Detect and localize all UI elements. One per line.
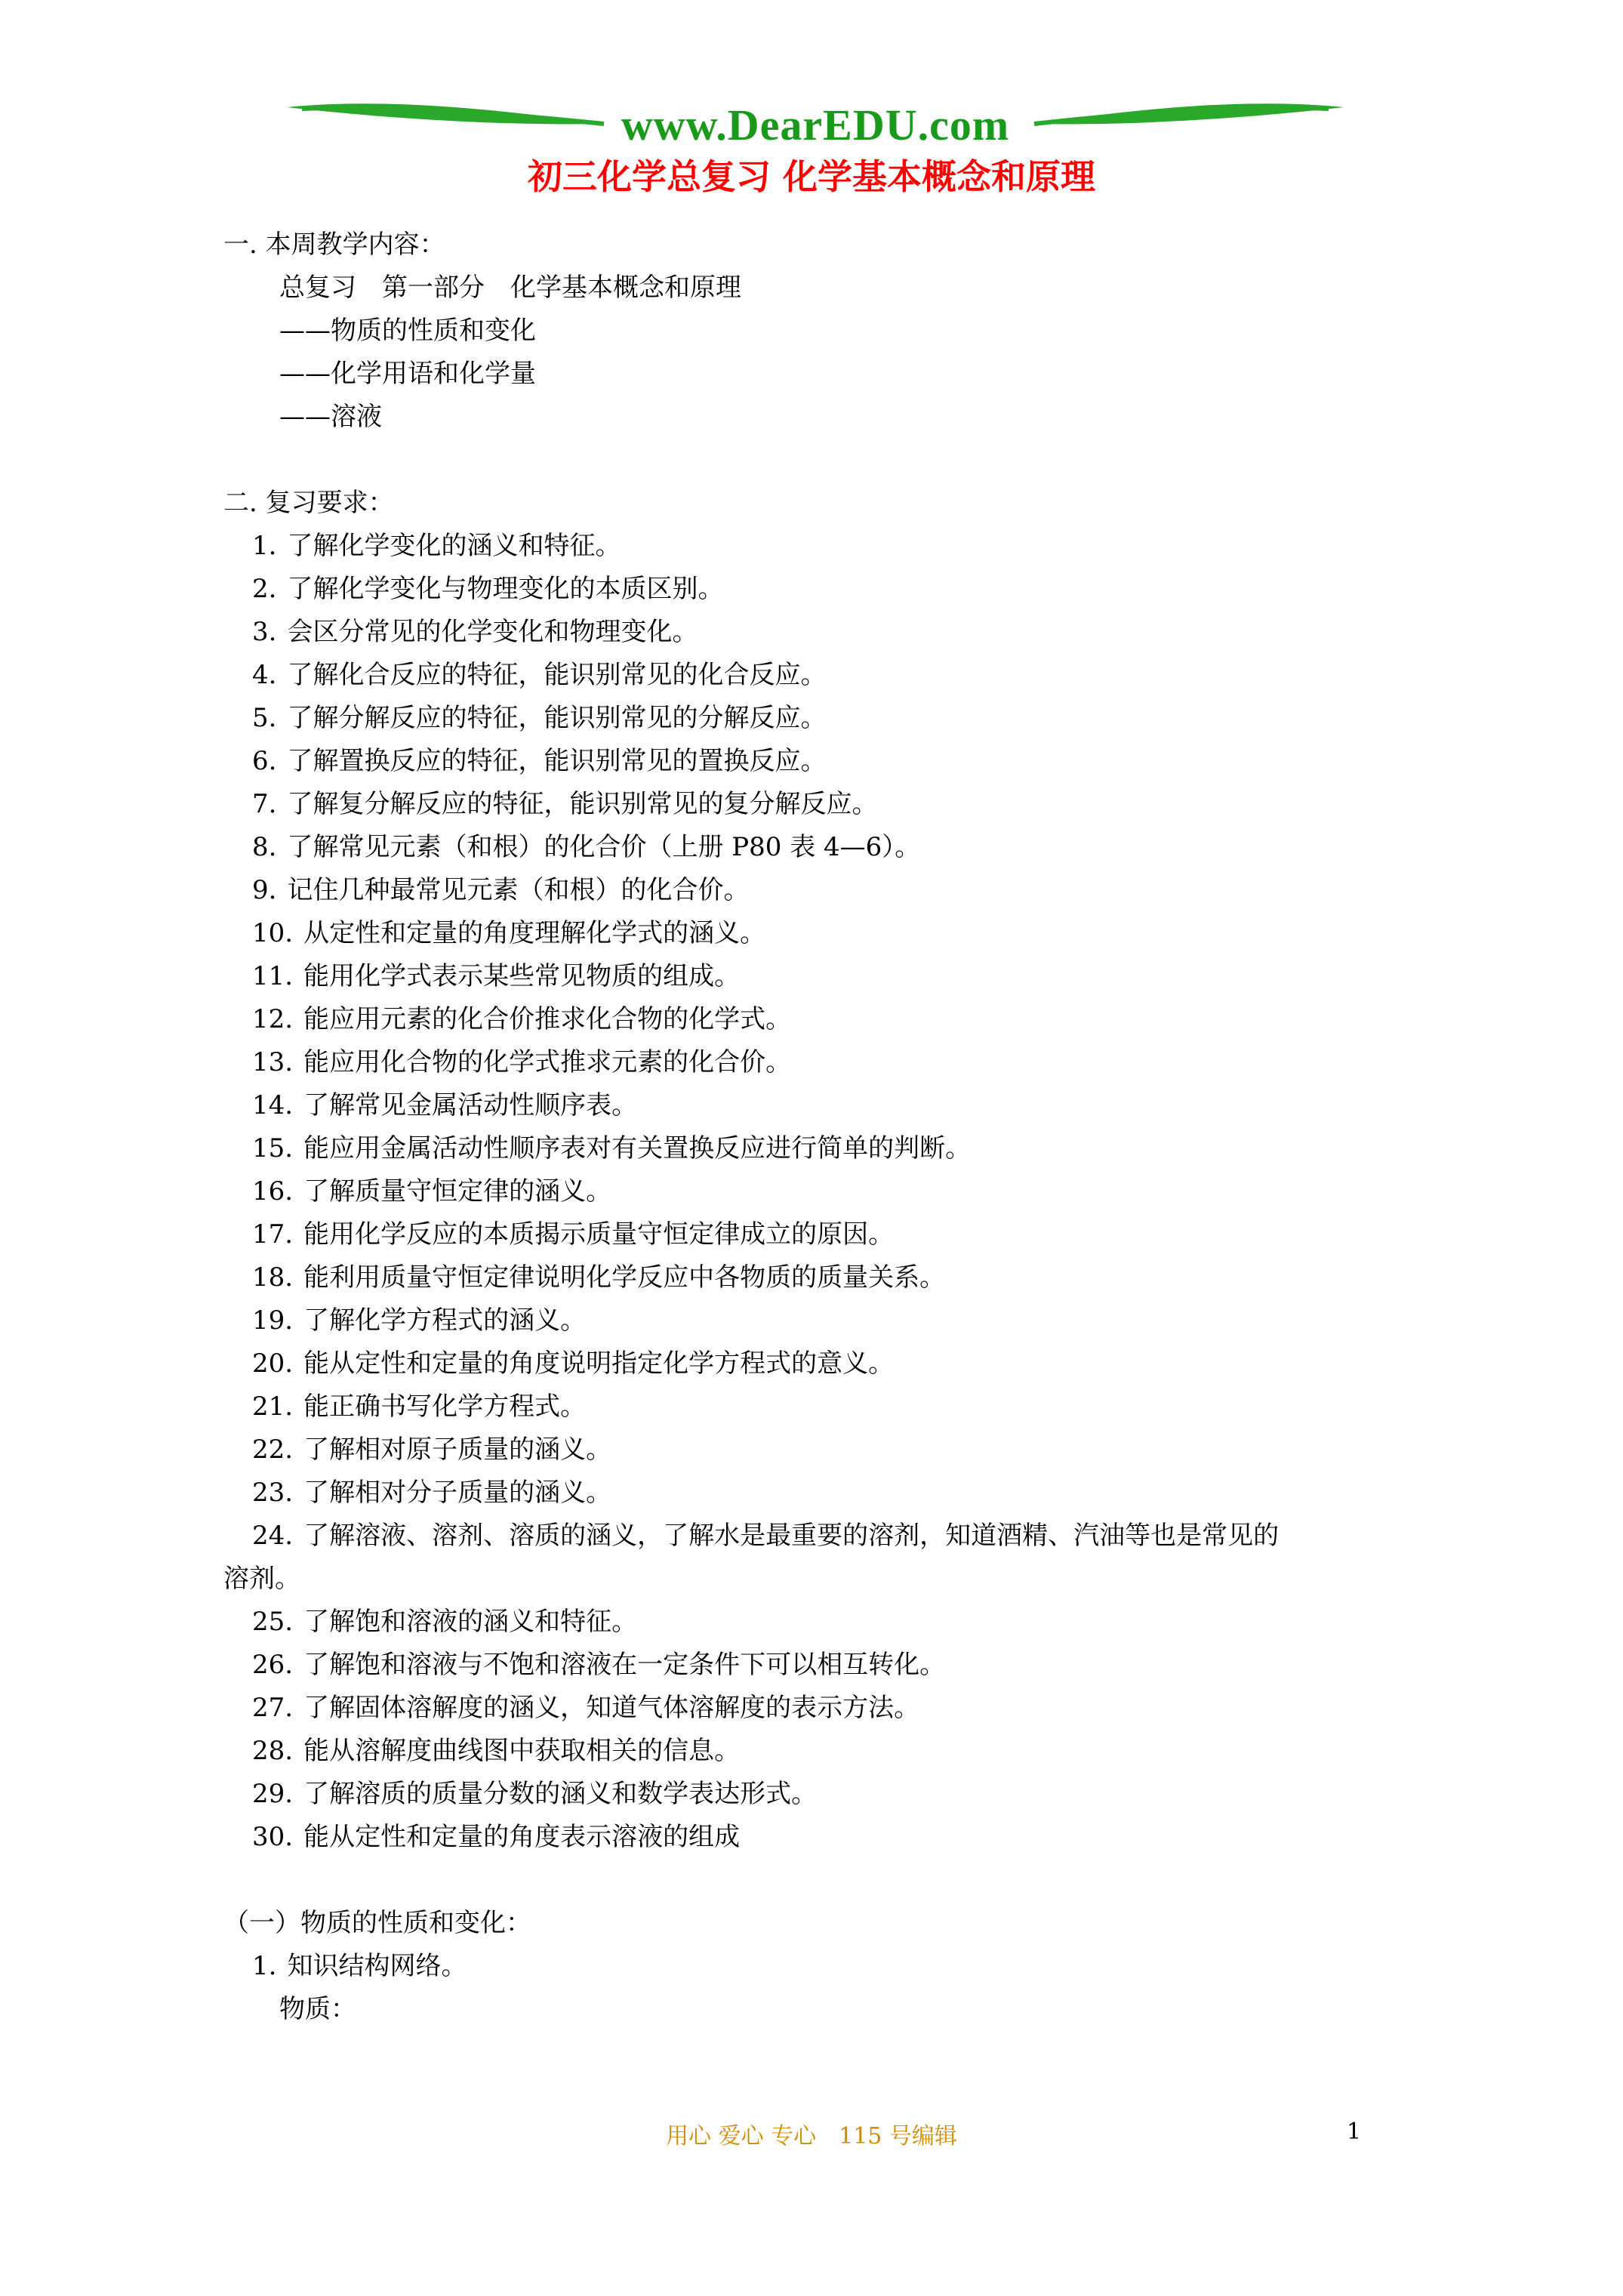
item-text: 能从定性和定量的角度表示溶液的组成 (303, 1822, 741, 1852)
item-text: 了解复分解反应的特征，能识别常见的复分解反应。 (287, 789, 878, 819)
item-number: 30. (252, 1822, 294, 1852)
page-number: 1 (1347, 2119, 1362, 2145)
page-title: 初三化学总复习 化学基本概念和原理 (527, 156, 1095, 197)
item-text: 能应用化合物的化学式推求元素的化合价。 (303, 1047, 792, 1077)
list-item (223, 1342, 1431, 1385)
site-url[interactable]: www.DearEDU.com (621, 100, 1010, 149)
section1-line: 总复习 第一部分 化学基本概念和原理 (279, 273, 741, 303)
list-item (223, 1428, 1431, 1472)
item-text: 能应用金属活动性顺序表对有关置换反应进行简单的判断。 (303, 1133, 972, 1163)
item-number: 4. (252, 660, 277, 690)
requirements-list-continued (223, 1601, 1431, 1859)
item-number: 8. (252, 832, 277, 862)
list-item (223, 912, 1431, 955)
list-item (223, 697, 1431, 740)
item-text: 记住几种最常见元素（和根）的化合价。 (287, 875, 750, 905)
item-text: 了解化学变化与物理变化的本质区别。 (287, 574, 724, 604)
list-item (223, 1945, 1431, 1988)
section1-line: ——物质的性质和变化 (279, 316, 536, 346)
section1-heading: 一. 本周教学内容： (223, 230, 445, 260)
item-number: 25. (252, 1607, 294, 1637)
item-number: 20. (252, 1348, 294, 1379)
item-number: 18. (252, 1262, 294, 1293)
list-item (223, 869, 1431, 912)
item-text: 了解溶液、溶剂、溶质的涵义，了解水是最重要的溶剂，知道酒精、汽油等也是常见的 (303, 1521, 1280, 1551)
list-item (223, 1385, 1431, 1428)
section1-line: ——溶液 (279, 402, 382, 432)
item-text: 了解化合反应的特征，能识别常见的化合反应。 (287, 660, 827, 690)
list-item (223, 1601, 1431, 1644)
item-text: 了解分解反应的特征，能识别常见的分解反应。 (287, 703, 827, 733)
spacer (223, 439, 1431, 482)
item-text: 了解常见元素（和根）的化合价（上册 P80 表 4—6）。 (287, 832, 921, 862)
list-item (223, 1084, 1431, 1127)
item-number: 1. (252, 1951, 277, 1981)
item-text: 从定性和定量的角度理解化学式的涵义。 (303, 918, 766, 948)
sub-label: 物质： (279, 1994, 356, 2024)
list-item (223, 1213, 1431, 1256)
item-number: 28. (252, 1736, 294, 1766)
item-number: 7. (252, 789, 277, 819)
item-number: 26. (252, 1650, 294, 1680)
item-text: 能从溶解度曲线图中获取相关的信息。 (303, 1736, 741, 1766)
item-number: 13. (252, 1047, 294, 1077)
item-text: 了解质量守恒定律的涵义。 (303, 1176, 612, 1207)
item-number: 21. (252, 1391, 294, 1422)
item-text: 能利用质量守恒定律说明化学反应中各物质的质量关系。 (303, 1262, 946, 1293)
item-number: 24. (252, 1521, 294, 1551)
item-number: 17. (252, 1219, 294, 1250)
list-item-continuation: 溶剂。 (223, 1564, 300, 1594)
list-item (223, 1472, 1431, 1515)
item-text: 会区分常见的化学变化和物理变化。 (287, 617, 698, 647)
item-text: 了解固体溶解度的涵义，知道气体溶解度的表示方法。 (303, 1693, 920, 1723)
document-body (223, 223, 1431, 2031)
list-item (223, 654, 1431, 697)
item-text: 知识结构网络。 (287, 1951, 467, 1981)
list-item (223, 1816, 1431, 1859)
list-item (223, 611, 1431, 654)
list-item (223, 1127, 1431, 1170)
item-number: 15. (252, 1133, 294, 1163)
item-number: 23. (252, 1478, 294, 1508)
list-item (223, 1299, 1431, 1342)
list-item (223, 740, 1431, 783)
item-text: 能从定性和定量的角度说明指定化学方程式的意义。 (303, 1348, 895, 1379)
section3-heading: （一）物质的性质和变化： (223, 1908, 531, 1938)
list-item (223, 1687, 1431, 1730)
item-text: 能用化学反应的本质揭示质量守恒定律成立的原因。 (303, 1219, 895, 1250)
item-number: 14. (252, 1090, 294, 1120)
list-item (223, 955, 1431, 998)
list-item (223, 1170, 1431, 1213)
spacer (223, 1859, 1431, 1902)
item-number: 11. (252, 961, 294, 991)
item-number: 9. (252, 875, 277, 905)
page-footer: 用心 爱心 专心 115 号编辑 (666, 2123, 957, 2150)
list-item (223, 1730, 1431, 1773)
item-text: 了解化学变化的涵义和特征。 (287, 531, 621, 561)
list-item (223, 998, 1431, 1041)
item-number: 29. (252, 1779, 294, 1809)
item-text: 了解饱和溶液的涵义和特征。 (303, 1607, 638, 1637)
list-item (223, 568, 1431, 611)
item-text: 能用化学式表示某些常见物质的组成。 (303, 961, 741, 991)
item-text: 了解饱和溶液与不饱和溶液在一定条件下可以相互转化。 (303, 1650, 946, 1680)
item-number: 3. (252, 617, 277, 647)
list-item (223, 1256, 1431, 1299)
item-number: 5. (252, 703, 277, 733)
list-item (223, 826, 1431, 869)
item-text: 了解常见金属活动性顺序表。 (303, 1090, 638, 1120)
item-number: 1. (252, 531, 277, 561)
item-text: 能应用元素的化合价推求化合物的化学式。 (303, 1004, 792, 1034)
section2-heading: 二. 复习要求： (223, 488, 394, 518)
item-number: 6. (252, 746, 277, 776)
item-text: 了解溶质的质量分数的涵义和数学表达形式。 (303, 1779, 818, 1809)
list-item (223, 525, 1431, 568)
item-text: 了解置换反应的特征，能识别常见的置换反应。 (287, 746, 827, 776)
section1-line: ——化学用语和化学量 (279, 359, 536, 389)
item-number: 16. (252, 1176, 294, 1207)
list-item (223, 1644, 1431, 1687)
item-number: 2. (252, 574, 277, 604)
item-number: 22. (252, 1435, 294, 1465)
list-item (223, 1515, 1431, 1558)
list-item (223, 1773, 1431, 1816)
item-text: 了解化学方程式的涵义。 (303, 1305, 587, 1336)
item-text: 了解相对原子质量的涵义。 (303, 1435, 612, 1465)
item-number: 12. (252, 1004, 294, 1034)
item-text: 能正确书写化学方程式。 (303, 1391, 587, 1422)
requirements-list (223, 525, 1431, 1515)
list-item (223, 1041, 1431, 1084)
item-text: 了解相对分子质量的涵义。 (303, 1478, 612, 1508)
item-number: 19. (252, 1305, 294, 1336)
item-number: 10. (252, 918, 294, 948)
list-item (223, 783, 1431, 826)
item-number: 27. (252, 1693, 294, 1723)
